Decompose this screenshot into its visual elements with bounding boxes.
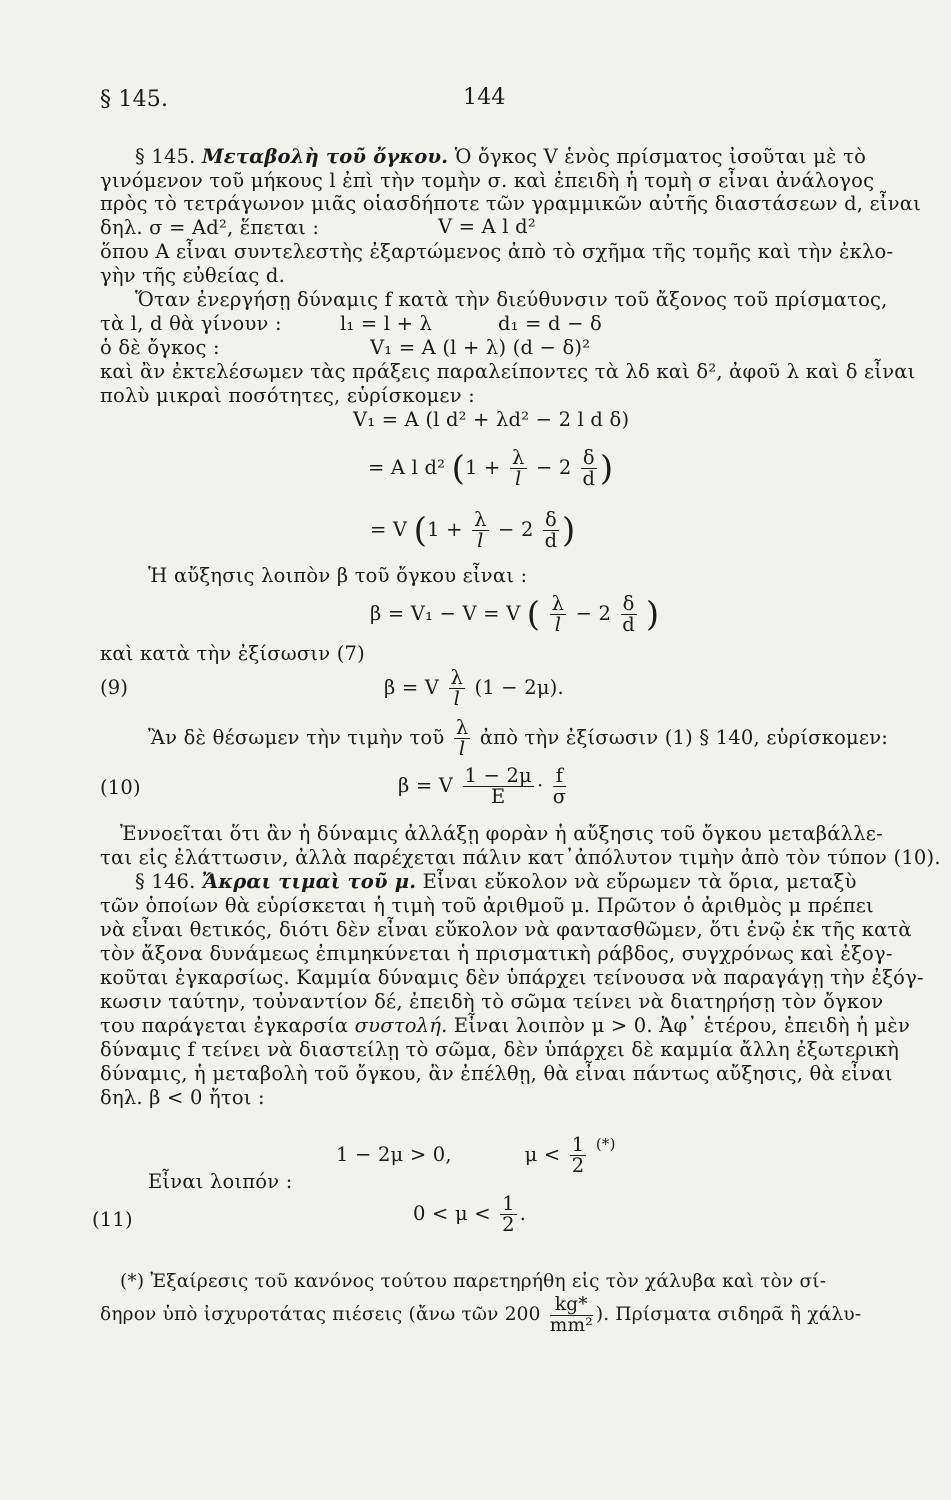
text-line: δηλ. σ = Ad², ἕπεται : xyxy=(100,216,320,239)
fraction-one-half: $\frac{1}{2}$ xyxy=(571,1133,585,1177)
text-line: Ὅταν ἐνεργήσῃ δύναμις f κατὰ τὴν διεύθυνσιν τοῦ ἄξονος τοῦ πρίσματος, xyxy=(135,288,888,311)
text-span: του παράγεται ἐγκαρσία xyxy=(100,1014,349,1037)
inequality-term: 1 − 2μ > 0, xyxy=(336,1143,452,1166)
text-span: Εἶναι λοιπὸν μ > 0. Ἀφ᾿ ἑτέρου, ἐπειδὴ ἡ μὲν xyxy=(453,1014,911,1037)
text-span: ). Πρίσματα σιδηρᾶ ἢ χάλυ- xyxy=(595,1304,862,1325)
fraction-delta-d: $\frac{\delta}{d}$ xyxy=(582,446,596,490)
text-line: πρὸς τὸ τετράγωνον μιᾶς οἱασδήποτε τῶν γραμμικῶν αὐτῆς διαστάσεων d, εἶναι xyxy=(100,192,921,215)
text-line: τῶν ὁποίων θὰ εὑρίσκεται ἡ τιμὴ τοῦ ἀριθμοῦ μ. Πρῶτον ὁ ἀριθμὸς μ πρέπει xyxy=(100,894,874,917)
inequality-term: μ < xyxy=(524,1143,561,1166)
equation-term: − 2 xyxy=(498,518,534,541)
equation-prefix: β = V₁ − V = V xyxy=(370,602,521,625)
fraction-lambda-l: $\frac{\lambda}{l}$ xyxy=(551,592,565,636)
text-line: ὅπου A εἶναι συντελεστὴς ἐξαρτώμενος ἀπὸ τὸ σχῆμα τῆς τομῆς καὶ τὴν ἐκλο- xyxy=(100,240,894,263)
text-span: Ἂν δὲ θέσωμεν τὴν τιμὴν τοῦ xyxy=(148,726,445,749)
inequality-term: 0 < μ < xyxy=(413,1202,491,1225)
fraction-lambda-l: $\frac{\lambda}{l}$ xyxy=(450,666,464,710)
text-line: δύναμις f τείνει νὰ διαστείλῃ τὸ σῶμα, δὲν ὑπάρχει δὲ καμμία ἄλλη ἐξωτερικὴ xyxy=(100,1038,900,1061)
fraction-poisson-E: $\frac{1 - 2\mu}{E}$ xyxy=(464,764,532,808)
equation-10 xyxy=(398,758,569,814)
equation-term: (1 − 2μ). xyxy=(474,676,564,699)
text-line: κωσιν ταύτην, τοὐναντίον δέ, ἐπειδὴ τὸ σῶμα τείνει νὰ διατηρήσῃ τὸν ὄγκον xyxy=(100,990,884,1013)
equation-beta xyxy=(370,586,659,642)
inequality-mu xyxy=(336,1116,616,1177)
equation-term: − 2 xyxy=(535,456,572,479)
section-145-first-line xyxy=(135,145,866,169)
equation-volume: V = A l d² xyxy=(438,215,536,238)
text-line: Εἶναι λοιπόν : xyxy=(148,1170,293,1193)
text-line: καὶ κατὰ τὴν ἐξίσωσιν (7) xyxy=(100,642,365,665)
equation-expand: V₁ = A (l d² + λd² − 2 l d δ) xyxy=(353,408,630,431)
fraction-f-sigma: $\frac{f}{\sigma}$ xyxy=(552,764,567,808)
text-line: ται εἰς ἐλάττωσιν, ἀλλὰ παρέχεται πάλιν κατ᾿ἀπόλυτον τιμὴν ἀπὸ τὸν τύπον (10). xyxy=(100,846,941,869)
text-line: τὰ l, d θὰ γίνουν : xyxy=(100,312,282,335)
text-line: γὴν τῆς εὐθείας d. xyxy=(100,264,285,287)
section-146-title: Ἄκραι τιμαὶ τοῦ μ. xyxy=(201,870,417,893)
fraction-delta-d: $\frac{\delta}{d}$ xyxy=(544,508,558,552)
text-span: δηρον ὑπὸ ἰσχυροτάτας πιέσεις (ἄνω τῶν 200 xyxy=(100,1304,541,1325)
fraction-one-half: $\frac{1}{2}$ xyxy=(502,1192,515,1236)
equation-label-9: (9) xyxy=(100,676,129,699)
text-span: ἀπὸ τὴν ἐξίσωσιν (1) § 140, εὑρίσκομεν: xyxy=(479,726,889,749)
text-line: κοῦται ἐγκαρσίως. Καμμία δύναμις δὲν ὑπάρχει τείνουσα νὰ παραγάγῃ τὴν ἐξόγ- xyxy=(100,966,924,989)
equation-prefix: = V xyxy=(370,518,408,541)
fraction-lambda-l: $\frac{\lambda}{l}$ xyxy=(474,508,487,552)
text-line: ὁ δὲ ὄγκος : xyxy=(100,336,220,359)
equation-term: − 2 xyxy=(575,602,612,625)
equation-d1: d₁ = d − δ xyxy=(498,312,602,335)
text-line: καὶ ἂν ἐκτελέσωμεν τὰς πράξεις παραλείποντες τὰ λδ καὶ δ², ἀφοῦ λ καὶ δ εἶναι xyxy=(100,360,916,383)
equation-factor-v xyxy=(370,502,575,558)
footnote-marker: (*) xyxy=(595,1135,616,1153)
equation-prefix: = A l d² xyxy=(368,456,446,479)
text-line: Ἐννοεῖται ὅτι ἂν ἡ δύναμις ἀλλάξῃ φορὰν ἡ αὔξησις τοῦ ὄγκου μεταβάλλε- xyxy=(120,822,883,845)
page-number: 144 xyxy=(463,85,506,110)
paren-close: ) xyxy=(645,594,660,635)
text-line xyxy=(100,1014,910,1038)
text-line: δύναμις, ἡ μεταβολὴ τοῦ ὄγκου, ἂν ἐπέλθῃ, θὰ εἶναι πάντως αὔξησις, θὰ εἶναι xyxy=(100,1062,893,1085)
equation-factor-ald xyxy=(368,440,613,496)
text-line: τὸν ἄξονα δυνάμεως ἐπιμηκύνεται ἡ πρισματικὴ ράβδος, συγχρόνως καὶ ἐξογ- xyxy=(100,942,893,965)
text-line: γινόμενον τοῦ μήκους l ἐπὶ τὴν τομὴν σ. καὶ ἐπειδὴ ἡ τομὴ σ εἶναι ἀνάλογος xyxy=(100,169,875,192)
text-line: πολὺ μικραὶ ποσότητες, εὑρίσκομεν : xyxy=(100,384,475,407)
text-line-substitute xyxy=(148,714,888,762)
text-line: Ἡ αὔξησις λοιπὸν β τοῦ ὄγκου εἶναι : xyxy=(148,564,528,587)
equation-prefix: β = V xyxy=(398,774,454,797)
footnote-line xyxy=(100,1290,861,1340)
section-145-title: Μεταβολὴ τοῦ ὄγκου. xyxy=(201,145,449,168)
text-span-italic: συστολή. xyxy=(354,1014,448,1037)
equation-term: 1 + xyxy=(427,518,463,541)
equation-11 xyxy=(413,1186,526,1242)
fraction-lambda-l: $\frac{\lambda}{l}$ xyxy=(455,716,469,760)
fraction-kg-mm2: $\frac{kg*}{\text{mm²}}$ xyxy=(549,1293,593,1336)
section-146-first-line xyxy=(135,870,857,894)
paren-close: ) xyxy=(561,510,576,551)
equation-l1: l₁ = l + λ xyxy=(340,312,433,335)
footnote-line: (*) Ἐξαίρεσις τοῦ κανόνος τούτου παρετηρήθη εἰς τὸν χάλυβα καὶ τὸν σί- xyxy=(120,1271,827,1292)
equation-prefix: β = V xyxy=(384,676,440,699)
paren-open: ( xyxy=(413,510,428,551)
section-146-number: § 146. xyxy=(135,870,196,893)
fraction-lambda-l: $\frac{\lambda}{l}$ xyxy=(511,446,525,490)
equation-label-10: (10) xyxy=(100,776,141,799)
footnote-divider xyxy=(100,1255,910,1256)
paren-open: ( xyxy=(526,594,541,635)
text-line: Ὁ ὄγκος V ἑνὸς πρίσματος ἰσοῦται μὲ τὸ xyxy=(454,145,867,168)
dot: · xyxy=(536,774,544,797)
paren-close: ) xyxy=(599,448,614,489)
paren-open: ( xyxy=(451,448,466,489)
equation-label-11: (11) xyxy=(92,1208,133,1231)
fraction-delta-d: $\frac{\delta}{d}$ xyxy=(622,592,635,636)
equation-v1: V₁ = A (l + λ) (d − δ)² xyxy=(370,336,591,359)
period: . xyxy=(519,1202,527,1225)
text-line: νὰ εἶναι θετικός, διότι δὲν εἶναι εὔκολον νὰ φαντασθῶμεν, ὅτι ἐνῷ ἐκ τῆς κατὰ xyxy=(100,918,912,941)
equation-9 xyxy=(384,660,564,716)
section-145-number: § 145. xyxy=(135,145,196,168)
equation-term: 1 + xyxy=(465,456,501,479)
header-section: § 145. xyxy=(100,87,169,112)
text-line: δηλ. β < 0 ἤτοι : xyxy=(100,1086,265,1109)
text-span: Εἶναι εὔκολον νὰ εὕρωμεν τὰ ὅρια, μεταξὺ xyxy=(422,870,857,893)
